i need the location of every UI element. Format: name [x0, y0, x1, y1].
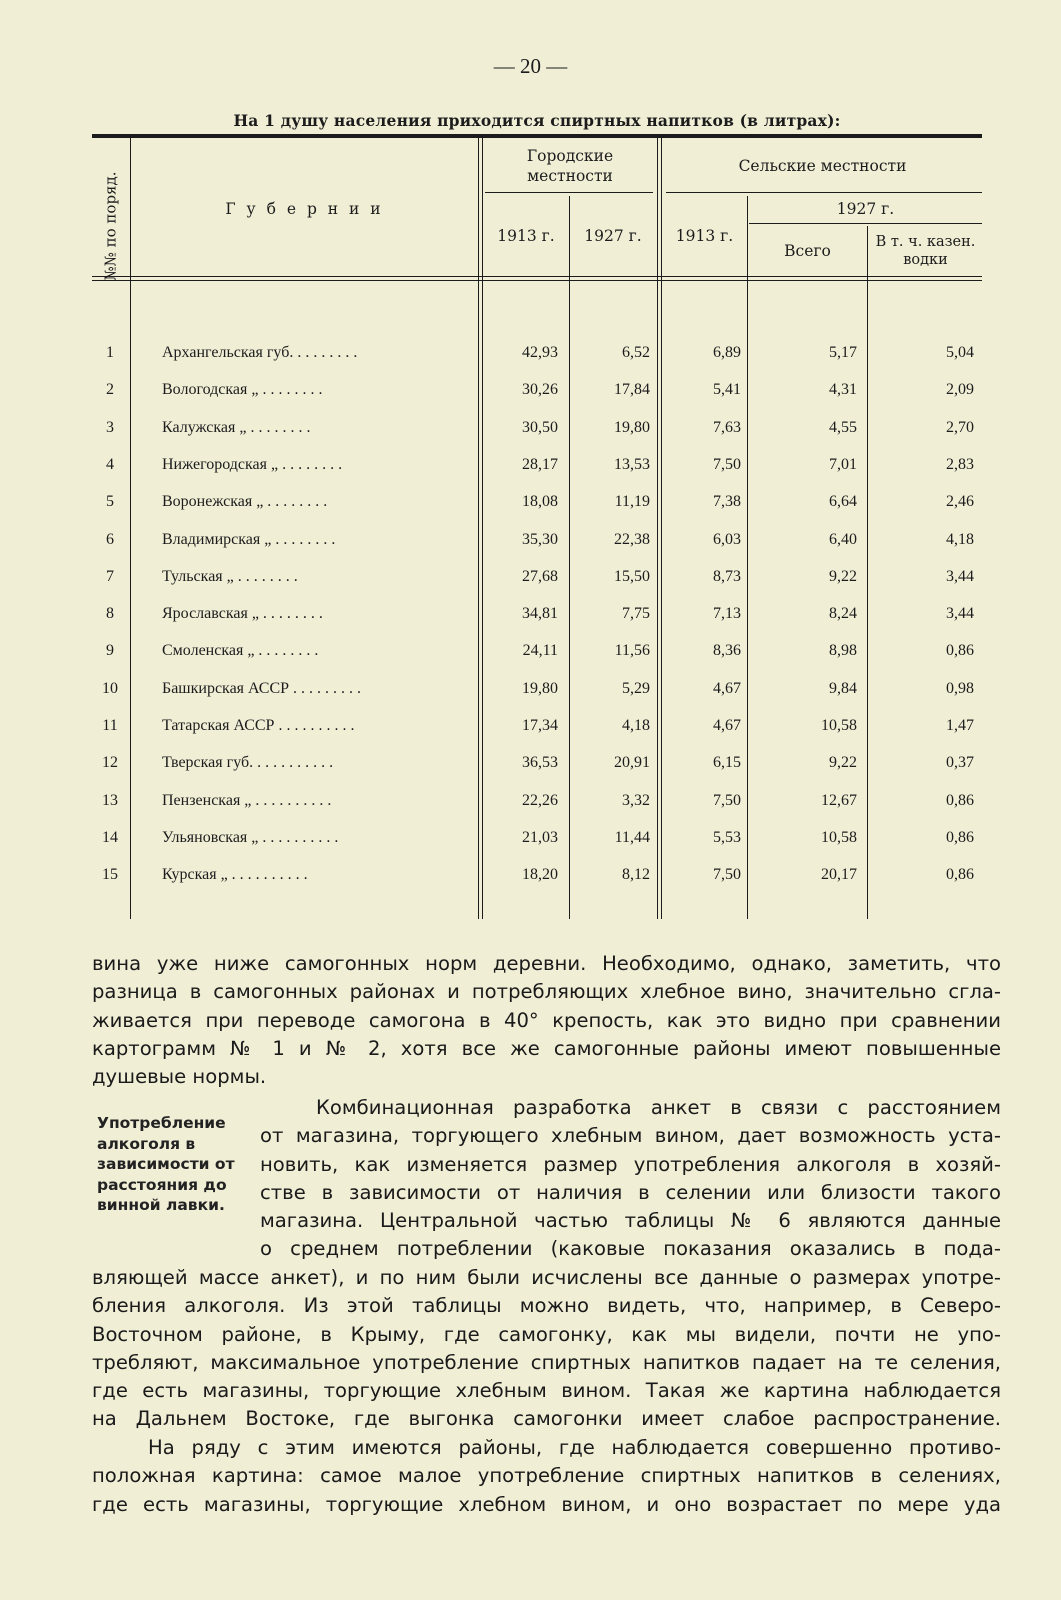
row-rural-1913: 6,15 [713, 754, 741, 772]
header-rule-1 [92, 276, 982, 277]
row-urban-1927: 22,38 [614, 530, 650, 548]
table-row [92, 672, 982, 709]
row-rural-1913: 6,89 [713, 344, 741, 361]
row-rural-1913: 8,36 [713, 642, 741, 660]
row-province: Пензенская „ . . . . . . . . . . [162, 791, 332, 809]
data-table [92, 134, 982, 934]
row-rural-vodka: 2,46 [946, 493, 974, 511]
row-urban-1913: 17,34 [522, 717, 558, 734]
row-urban-1913: 21,03 [522, 828, 558, 846]
header-urban-1927: 1927 г. [584, 227, 642, 245]
row-urban-1913: 18,20 [522, 866, 558, 884]
row-rural-total: 12,67 [821, 791, 857, 809]
row-province: Татарская АССР . . . . . . . . . . [162, 717, 355, 734]
text-line: требляют, максимальное употребление спиртных напитков падает на те селения, [92, 1350, 1001, 1374]
row-number: 4 [106, 455, 114, 473]
table-row [92, 411, 982, 448]
row-province: Смоленская „ . . . . . . . . [162, 642, 319, 660]
row-rural-1913: 7,38 [713, 493, 741, 511]
row-urban-1913: 30,26 [522, 381, 558, 399]
row-province: Воронежская „ . . . . . . . . [162, 493, 328, 511]
row-urban-1927: 19,80 [614, 418, 650, 436]
row-province: Вологодская „ . . . . . . . . [162, 381, 323, 399]
header-urban-1913: 1913 г. [497, 227, 555, 245]
row-urban-1927: 20,91 [614, 754, 650, 772]
row-number: 10 [102, 679, 118, 697]
row-rural-total: 6,40 [829, 530, 857, 548]
text-line: новить, как изменяется размер употребления алкоголя в хозяй- [260, 1152, 1001, 1176]
row-province: Башкирская АССР . . . . . . . . . [162, 679, 362, 697]
text-line: стве в зависимости от наличия в селении или близости такого [260, 1180, 1001, 1204]
row-rural-1913: 4,67 [713, 717, 741, 734]
row-number: 7 [106, 567, 114, 585]
row-rural-total: 9,84 [829, 679, 857, 697]
row-rural-1913: 7,50 [713, 791, 741, 809]
row-rural-vodka: 4,18 [946, 530, 974, 548]
row-rural-vodka: 2,70 [946, 418, 974, 436]
paragraph-1 [92, 950, 1001, 1091]
text-line: картограмм № 1 и № 2, хотя все же самогонные районы имеют повышенные [92, 1036, 1001, 1060]
row-urban-1913: 34,81 [522, 605, 558, 623]
row-urban-1913: 42,93 [522, 344, 558, 361]
row-rural-1913: 8,73 [713, 567, 741, 585]
row-province: Ульяновская „ . . . . . . . . . . [162, 828, 339, 846]
page-number: — 20 — [493, 54, 568, 78]
paragraph-2 [92, 1264, 1001, 1434]
table-title: На 1 душу населения приходится спиртных напитков (в литрах): [233, 111, 841, 130]
table-row [92, 485, 982, 522]
row-rural-total: 10,58 [821, 717, 857, 734]
row-rural-1913: 7,63 [713, 418, 741, 436]
text-line: вина уже ниже самогонных норм деревни. Необходимо, однако, заметить, что [92, 952, 1001, 975]
row-rural-total: 5,17 [829, 344, 857, 361]
table-row [92, 709, 982, 746]
paragraph-3 [92, 1434, 1001, 1519]
row-number: 8 [106, 605, 114, 623]
table-row [92, 523, 982, 560]
table-row [92, 597, 982, 634]
header-rural-1913: 1913 г. [675, 227, 734, 245]
table-row [92, 560, 982, 597]
text-line: где есть магазины, торгующие хлебным вином. Такая же картина наблюдается [92, 1379, 1001, 1403]
text-line: На ряду с этим имеются районы, где наблюдается совершенно противо- [148, 1436, 1001, 1459]
table-row [92, 821, 982, 858]
row-urban-1913: 18,08 [522, 493, 558, 511]
row-urban-1913: 28,17 [522, 455, 558, 473]
row-rural-total: 10,58 [821, 828, 857, 846]
row-urban-1927: 7,75 [622, 605, 650, 623]
header-rule-2 [92, 280, 982, 281]
text-line: душевые нормы. [92, 1065, 267, 1089]
row-rural-vodka: 0,86 [946, 642, 974, 660]
header-rural-1927: 1927 г. [836, 200, 895, 218]
text-line: разница в самогонных районах и потребляющих хлебное вино, значительно сгла- [92, 980, 1001, 1004]
row-rural-vodka: 0,37 [946, 754, 974, 772]
row-rural-total: 6,64 [829, 493, 857, 511]
row-rural-1913: 5,53 [713, 828, 741, 846]
text-line: Восточном районе, в Крыму, где самогонку, как мы видели, почти не упо- [92, 1322, 1001, 1346]
row-rural-vodka: 1,47 [946, 717, 974, 734]
text-line: магазина. Центральной частью таблицы № 6 являются данные [260, 1209, 1001, 1233]
header-incl-vodka: В т. ч. казен. водки [875, 234, 976, 268]
row-urban-1913: 22,26 [522, 791, 558, 809]
text-line: живается при переводе самогона в 40° крепость, как это видно при сравнении [92, 1008, 1001, 1032]
row-urban-1913: 30,50 [522, 418, 558, 436]
row-number: 2 [106, 381, 114, 399]
text-line: от магазина, торгующего хлебным вином, дает возможность уста- [260, 1124, 1001, 1148]
row-urban-1913: 24,11 [522, 642, 558, 660]
header-num: №№ по поряд. [102, 171, 120, 281]
row-rural-vodka: 5,04 [946, 344, 974, 361]
row-urban-1927: 3,32 [622, 791, 650, 809]
header-rural: Сельские местности [738, 157, 907, 175]
row-province: Архангельская губ. . . . . . . . . [162, 344, 358, 361]
row-rural-vodka: 3,44 [946, 567, 974, 585]
row-urban-1927: 6,52 [622, 344, 650, 361]
header-province: Г у б е р н и и [225, 200, 384, 218]
paragraph-2-indented [260, 1094, 1001, 1264]
text-line: на Дальнем Востоке, где выгонка самогонки имеет слабое распространение. [92, 1407, 1001, 1431]
table-row [92, 448, 982, 485]
row-rural-1913: 7,13 [713, 605, 741, 623]
row-rural-1913: 5,41 [713, 381, 741, 399]
row-number: 9 [106, 642, 114, 660]
row-urban-1913: 27,68 [522, 567, 558, 585]
row-rural-vodka: 0,86 [946, 866, 974, 884]
table-row [92, 784, 982, 821]
row-province: Владимирская „ . . . . . . . . [162, 530, 336, 548]
urban-span-rule [485, 192, 653, 193]
table-row [92, 858, 982, 895]
row-rural-total: 8,24 [829, 605, 857, 623]
text-line: положная картина: самое малое употребление спиртных напитков в селениях, [92, 1464, 1001, 1488]
row-number: 12 [102, 754, 118, 772]
row-rural-vodka: 0,86 [946, 828, 974, 846]
table-row [92, 746, 982, 783]
row-province: Нижегородская „ . . . . . . . . [162, 455, 343, 473]
row-rural-vodka: 0,86 [946, 791, 974, 809]
row-rural-vodka: 2,83 [946, 455, 974, 473]
table-row [92, 336, 982, 373]
row-rural-total: 20,17 [821, 866, 857, 884]
row-rural-total: 9,22 [829, 567, 857, 585]
row-urban-1927: 8,12 [622, 866, 650, 884]
row-province: Калужская „ . . . . . . . . [162, 418, 311, 436]
row-rural-total: 4,55 [829, 418, 857, 436]
row-rural-1913: 6,03 [713, 530, 741, 548]
row-rural-1913: 7,50 [713, 455, 741, 473]
row-rural-1913: 7,50 [713, 866, 741, 884]
row-province: Тверская губ. . . . . . . . . . . [162, 754, 334, 772]
row-urban-1913: 19,80 [522, 679, 558, 697]
text-line: вляющей массе анкет), и по ним были исчислены все данные о размерах употре- [92, 1266, 1001, 1289]
row-rural-vodka: 0,98 [946, 679, 974, 697]
row-rural-1913: 4,67 [713, 679, 741, 697]
text-line: Комбинационная разработка анкет в связи с расстоянием [316, 1096, 1001, 1119]
row-number: 15 [102, 866, 118, 884]
margin-note: Употребление алкоголя в зависимости от расстояния до винной лавки. [97, 1114, 235, 1214]
row-urban-1913: 35,30 [522, 530, 558, 548]
header-total: Всего [784, 242, 831, 260]
row-province: Тульская „ . . . . . . . . [162, 567, 298, 585]
row-urban-1927: 13,53 [614, 455, 650, 473]
header-urban: Городские местности [526, 147, 614, 185]
text-line: где есть магазины, торгующие хлебном вином, и оно возрастает по мере уда [92, 1492, 1001, 1516]
rural-span-rule [666, 192, 982, 193]
row-province: Курская „ . . . . . . . . . . [162, 866, 308, 884]
table-row [92, 634, 982, 671]
row-rural-total: 8,98 [829, 642, 857, 660]
text-line: бления алкоголя. Из этой таблицы можно видеть, что, например, в Северо- [92, 1294, 1001, 1318]
table-top-rule [92, 134, 982, 138]
text-line: о среднем потреблении (каковые показания оказались в пода- [260, 1237, 1001, 1261]
row-urban-1927: 11,56 [614, 642, 650, 660]
row-number: 1 [106, 344, 114, 361]
row-rural-vodka: 2,09 [946, 381, 974, 399]
row-rural-total: 7,01 [829, 455, 857, 473]
row-number: 13 [102, 791, 118, 809]
row-urban-1927: 4,18 [622, 717, 650, 734]
row-urban-1927: 15,50 [614, 567, 650, 585]
row-urban-1927: 11,19 [614, 493, 650, 511]
row-number: 6 [106, 530, 114, 548]
table-row [92, 373, 982, 410]
row-urban-1927: 11,44 [614, 828, 650, 846]
row-number: 14 [102, 828, 118, 846]
row-number: 5 [106, 493, 114, 511]
row-rural-vodka: 3,44 [946, 605, 974, 623]
row-number: 3 [106, 418, 114, 436]
row-rural-total: 9,22 [829, 754, 857, 772]
row-urban-1913: 36,53 [522, 754, 558, 772]
row-urban-1927: 5,29 [622, 679, 650, 697]
row-province: Ярославская „ . . . . . . . . [162, 605, 323, 623]
row-number: 11 [102, 717, 118, 734]
row-urban-1927: 17,84 [614, 381, 650, 399]
row-rural-total: 4,31 [829, 381, 857, 399]
